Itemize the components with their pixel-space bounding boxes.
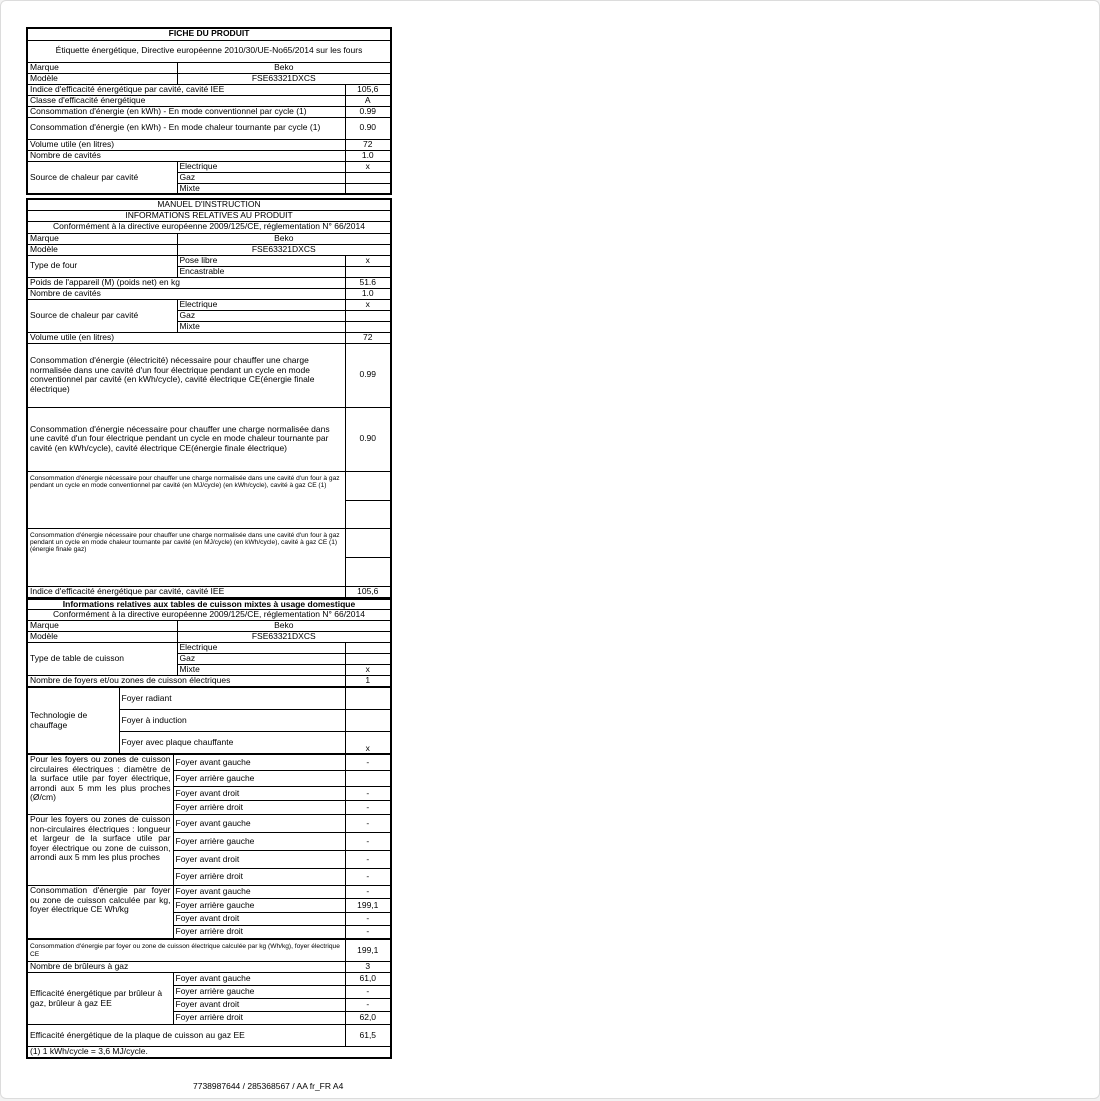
dimensions-table	[26, 754, 392, 939]
cuisson-conformity: Conformément à la directive européenne 2009/125/CE, réglementation N° 66/2014	[27, 610, 391, 621]
manuel-source-electrique: Electrique	[177, 299, 345, 310]
source-mixte: Mixte	[177, 183, 345, 194]
source-gaz: Gaz	[177, 172, 345, 183]
noncirc-label: Pour les foyers ou zones de cuisson non-circulaires électriques : longueur et largeur de la surface utile par foyer électrique ou zone de cuisson, arrondi aux 5 mm les plus proches	[27, 815, 173, 886]
conso-row-value: -	[345, 913, 391, 926]
circ-row-label: Foyer arrière droit	[173, 801, 345, 815]
marque-label: Marque	[27, 62, 177, 73]
manuel-source-mixte-value	[345, 321, 391, 332]
poids-label: Poids de l'appareil (M) (poids net) en kg	[27, 277, 345, 288]
eff-row-label: Foyer avant gauche	[173, 973, 345, 986]
gaz-tourn-label: Consommation d'énergie nécessaire pour chauffer une charge normalisée dans une cavité d'un four à gaz pendant un cycle en mode chaleur tournante par cavité (en MJ/cycle) (en kWh/cycle), cavité à gaz CE (1)(énergie finale gaz)	[27, 528, 345, 586]
product-sheet	[26, 27, 390, 1059]
tourn-value: 0.90	[345, 117, 391, 139]
circ-row-value: -	[345, 787, 391, 801]
eff-total-label: Efficacité énergétique de la plaque de cuisson au gaz EE	[27, 1025, 345, 1047]
iee-label: Indice d'efficacité énergétique par cavité, cavité IEE	[27, 84, 345, 95]
circ-row-value: -	[345, 755, 391, 771]
gaz-conv-value-kwh	[345, 500, 391, 528]
manuel-cavites-value: 1.0	[345, 288, 391, 299]
manuel-volume-label: Volume utile (en litres)	[27, 332, 345, 343]
foyer-plaque-value: x	[345, 732, 391, 754]
table-mixte: Mixte	[177, 665, 345, 676]
source-label: Source de chaleur par cavité	[27, 161, 177, 194]
noncirc-row-label: Foyer arrière droit	[173, 869, 345, 886]
cuisson-marque-value: Beko	[177, 621, 391, 632]
table-gaz-value	[345, 654, 391, 665]
noncirc-row-label: Foyer arrière gauche	[173, 833, 345, 851]
foyers-label: Nombre de foyers et/ou zones de cuisson électriques	[27, 676, 345, 687]
conso-row-label: Foyer arrière gauche	[173, 899, 345, 913]
cuisson-header-table	[26, 598, 392, 688]
manuel-marque-label: Marque	[27, 233, 177, 244]
noncirc-row-label: Foyer avant gauche	[173, 815, 345, 833]
eff-row-value: 62,0	[345, 1012, 391, 1025]
ce-tourn-label: Consommation d'énergie nécessaire pour chauffer une charge normalisée dans une cavité d'un four électrique pendant un cycle en mode chaleur tournante par cavité (en kWh/cycle), cavité électrique CE(énergie finale électrique)	[27, 407, 345, 471]
classe-value: A	[345, 95, 391, 106]
circ-row-label: Foyer avant gauche	[173, 755, 345, 771]
encastrable: Encastrable	[177, 266, 345, 277]
manuel-marque-value: Beko	[177, 233, 391, 244]
manuel-source-label: Source de chaleur par cavité	[27, 299, 177, 332]
cuisson-modele-value: FSE63321DXCS	[177, 632, 391, 643]
gaz-conv-value-mj	[345, 471, 391, 500]
table-gaz: Gaz	[177, 654, 345, 665]
circ-row-value	[345, 771, 391, 787]
gaz-table	[26, 939, 392, 1059]
foyer-radiant: Foyer radiant	[119, 688, 345, 710]
source-mixte-value	[345, 183, 391, 194]
iee-value: 105,6	[345, 84, 391, 95]
conso-row-value: -	[345, 886, 391, 899]
source-electrique: Electrique	[177, 161, 345, 172]
eff-total-value: 61,5	[345, 1025, 391, 1047]
techno-label: Technologie de chauffage	[27, 688, 119, 754]
eff-label: Efficacité énergétique par brûleur à gaz, brûleur à gaz EE	[27, 973, 173, 1025]
manuel-source-electrique-value: x	[345, 299, 391, 310]
conso-total-label: Consommation d'énergie par foyer ou zone de cuisson électrique calculée par kg (Wh/kg), foyer électrique CE	[27, 940, 345, 962]
eff-row-label: Foyer arrière gauche	[173, 986, 345, 999]
manuel-volume-value: 72	[345, 332, 391, 343]
conso-row-label: Foyer avant droit	[173, 913, 345, 926]
manuel-title: MANUEL D'INSTRUCTION	[27, 199, 391, 210]
classe-label: Classe d'efficacité énergétique	[27, 95, 345, 106]
marque-value: Beko	[177, 62, 391, 73]
ce-conv-label: Consommation d'énergie (électricité) nécessaire pour chauffer une charge normalisée dans une cavité d'un four électrique pendant un cycle en mode conventionnel par cavité (en kWh/cycle), cavité électrique CE(énergie finale électrique)	[27, 343, 345, 407]
tourn-label: Consommation d'énergie (en kWh) - En mode chaleur tournante par cycle (1)	[27, 117, 345, 139]
type-table-label: Type de table de cuisson	[27, 643, 177, 676]
eff-row-label: Foyer arrière droit	[173, 1012, 345, 1025]
ce-conv-value: 0.99	[345, 343, 391, 407]
foyers-value: 1	[345, 676, 391, 687]
ce-tourn-value: 0.90	[345, 407, 391, 471]
eff-row-value: -	[345, 986, 391, 999]
conso-label: Consommation d'énergie par foyer ou zone de cuisson calculée par kg, foyer électrique CE Wh/kg	[27, 886, 173, 939]
manuel-conformity: Conformément à la directive européenne 2009/125/CE, réglementation N° 66/2014	[27, 221, 391, 233]
manuel-source-gaz-value	[345, 310, 391, 321]
table-electrique-value	[345, 643, 391, 654]
manuel-source-gaz: Gaz	[177, 310, 345, 321]
conv-value: 0.99	[345, 106, 391, 117]
volume-label: Volume utile (en litres)	[27, 139, 345, 150]
footnote: (1) 1 kWh/cycle = 3,6 MJ/cycle.	[27, 1047, 391, 1058]
modele-value: FSE63321DXCS	[177, 73, 391, 84]
conso-row-value: 199,1	[345, 899, 391, 913]
noncirc-row-value: -	[345, 815, 391, 833]
circ-label: Pour les foyers ou zones de cuisson circulaires électriques : diamètre de la surface utile par foyer électrique, arrondi aux 5 mm les plus proches (Ø/cm)	[27, 755, 173, 815]
foyer-induction-value	[345, 710, 391, 732]
type-four-label: Type de four	[27, 255, 177, 277]
noncirc-row-value: -	[345, 869, 391, 886]
fiche-subtitle: Étiquette énergétique, Directive européenne 2010/30/UE-No65/2014 sur les fours	[27, 40, 391, 62]
gaz-tourn-value-mj	[345, 528, 391, 557]
cuisson-marque-label: Marque	[27, 621, 177, 632]
noncirc-row-label: Foyer avant droit	[173, 851, 345, 869]
manuel-cavites-label: Nombre de cavités	[27, 288, 345, 299]
poids-value: 51.6	[345, 277, 391, 288]
conso-row-value: -	[345, 926, 391, 939]
table-electrique: Electrique	[177, 643, 345, 654]
source-electrique-value: x	[345, 161, 391, 172]
cavites-value: 1.0	[345, 150, 391, 161]
conso-row-label: Foyer arrière droit	[173, 926, 345, 939]
conso-total-value: 199,1	[345, 940, 391, 962]
cuisson-modele-label: Modèle	[27, 632, 177, 643]
cuisson-title: Informations relatives aux tables de cuisson mixtes à usage domestique	[27, 599, 391, 610]
foyer-induction: Foyer à induction	[119, 710, 345, 732]
eff-row-label: Foyer avant droit	[173, 999, 345, 1012]
pose-libre-value: x	[345, 255, 391, 266]
manuel-modele-value: FSE63321DXCS	[177, 244, 391, 255]
eff-row-value: -	[345, 999, 391, 1012]
techno-table	[26, 687, 392, 754]
circ-row-label: Foyer arrière gauche	[173, 771, 345, 787]
volume-value: 72	[345, 139, 391, 150]
bruleurs-label: Nombre de brûleurs à gaz	[27, 962, 345, 973]
manuel-subtitle: INFORMATIONS RELATIVES AU PRODUIT	[27, 210, 391, 221]
gaz-tourn-value-kwh	[345, 557, 391, 586]
pose-libre: Pose libre	[177, 255, 345, 266]
foyer-radiant-value	[345, 688, 391, 710]
eff-row-value: 61,0	[345, 973, 391, 986]
table-mixte-value: x	[345, 665, 391, 676]
noncirc-row-value: -	[345, 833, 391, 851]
source-gaz-value	[345, 172, 391, 183]
encastrable-value	[345, 266, 391, 277]
manuel-iee-label: Indice d'efficacité énergétique par cavité, cavité IEE	[27, 586, 345, 597]
cavites-label: Nombre de cavités	[27, 150, 345, 161]
gaz-conv-label: Consommation d'énergie nécessaire pour chauffer une charge normalisée dans une cavité d'un four à gaz pendant un cycle en mode conventionnel par cavité (en MJ/cycle) (en kWh/cycle), cavité à gaz CE (1)	[27, 471, 345, 528]
manuel-source-mixte: Mixte	[177, 321, 345, 332]
bruleurs-value: 3	[345, 962, 391, 973]
fiche-table	[26, 27, 392, 195]
circ-row-label: Foyer avant droit	[173, 787, 345, 801]
manuel-iee-value: 105,6	[345, 586, 391, 597]
fiche-title: FICHE DU PRODUIT	[27, 28, 391, 40]
foyer-plaque: Foyer avec plaque chauffante	[119, 732, 345, 754]
manuel-table	[26, 198, 392, 598]
modele-label: Modèle	[27, 73, 177, 84]
circ-row-value: -	[345, 801, 391, 815]
conv-label: Consommation d'énergie (en kWh) - En mode conventionnel par cycle (1)	[27, 106, 345, 117]
manuel-modele-label: Modèle	[27, 244, 177, 255]
conso-row-label: Foyer avant gauche	[173, 886, 345, 899]
noncirc-row-value: -	[345, 851, 391, 869]
document-reference: 7738987644 / 285368567 / AA fr_FR A4	[193, 1081, 344, 1091]
